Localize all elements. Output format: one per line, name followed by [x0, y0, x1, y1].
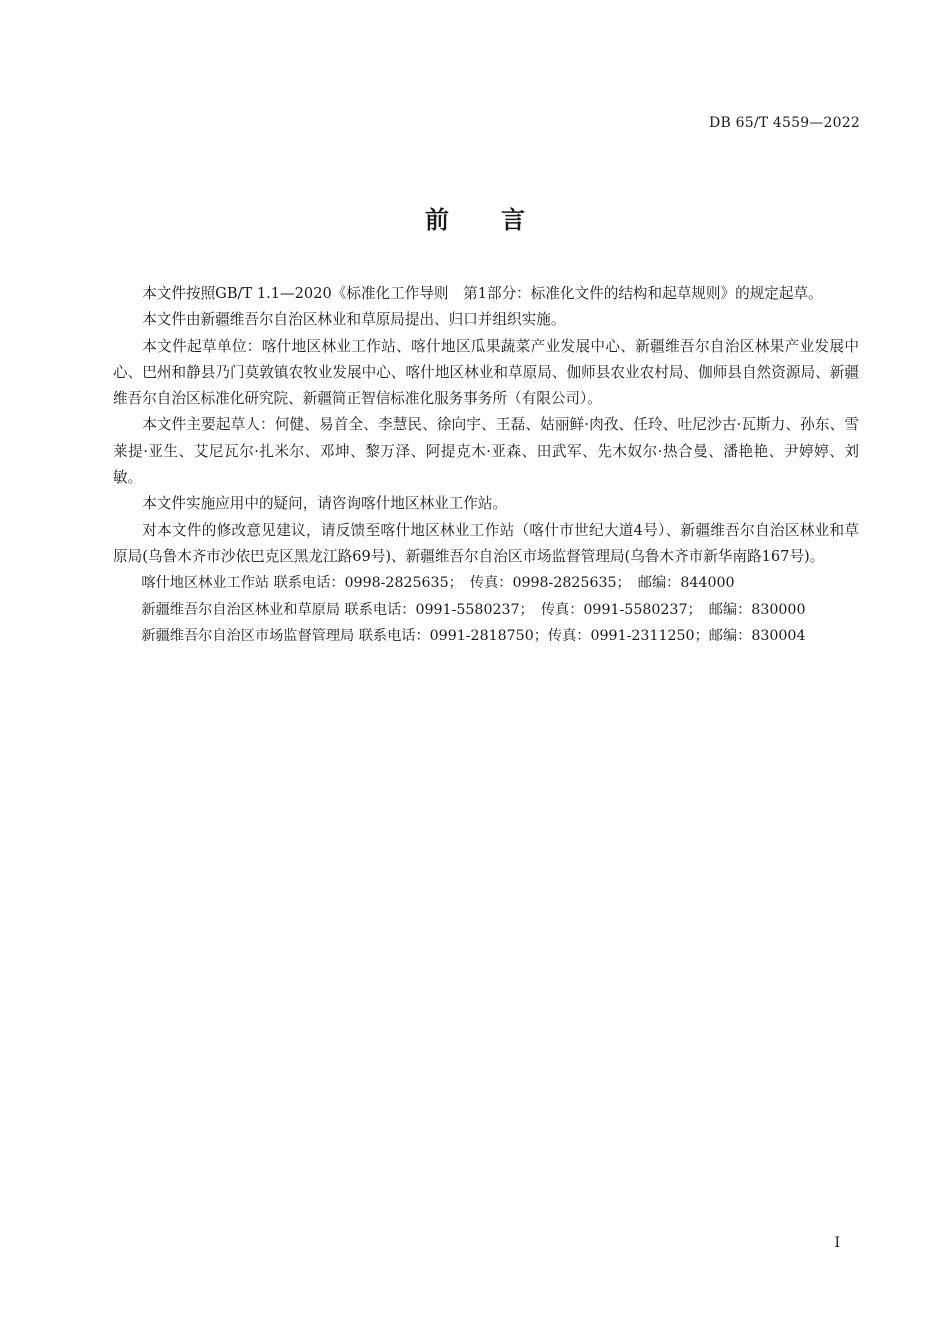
paragraph-drafters: 本文件主要起草人：何健、易首全、李慧民、徐向宇、王磊、姑丽鲜·肉孜、任玲、吐尼沙古·瓦斯力、孙东、雪莱提·亚生、艾尼瓦尔·扎米尔、邓坤、黎万泽、阿提克木·亚森、田武军、先木奴尔·热合曼、潘艳艳、尹婷婷、刘敏。: [113, 416, 859, 487]
document-code: DB 65/T 4559—2022: [709, 115, 860, 131]
paragraph-drafting-units: 本文件起草单位：喀什地区林业工作站、喀什地区瓜果蔬菜产业发展中心、新疆维吾尔自治区林果产业发展中心、巴州和静县乃门莫敦镇农牧业发展中心、喀什地区林业和草原局、伽师县农业农村局、伽师县自然资源局、新疆维吾尔自治区标准化研究院、新疆简正智信标准化服务事务所（有限公司）。: [113, 337, 859, 408]
paragraph-drafting-rules: 本文件按照GB/T 1.1—2020《标准化工作导则 第1部分：标准化文件的结构和起草规则》的规定起草。: [142, 285, 823, 302]
contact-line-market-supervision-bureau: 新疆维吾尔自治区市场监督管理局 联系电话：0991-2818750；传真：0991-2311250；邮编：830004: [141, 627, 806, 644]
paragraph-feedback: 对本文件的修改意见建议，请反馈至喀什地区林业工作站（喀什市世纪大道4号）、新疆维吾尔自治区林业和草原局(乌鲁木齐市沙依巴克区黑龙江路69号)、新疆维吾尔自治区市场监督管理局(乌鲁木齐市新华南路167号)。: [113, 521, 859, 565]
foreword-body: [113, 281, 859, 649]
paragraph-proposer: 本文件由新疆维吾尔自治区林业和草原局提出、归口并组织实施。: [142, 311, 566, 329]
contact-line-forestry-station: 喀什地区林业工作站 联系电话：0998-2825635； 传真：0998-2825635； 邮编：844000: [141, 575, 735, 592]
page-title: 前言: [425, 206, 577, 234]
paragraph-inquiry: 本文件实施应用中的疑问，请咨询喀什地区林业工作站。: [142, 495, 508, 513]
contact-line-forestry-grassland-bureau: 新疆维吾尔自治区林业和草原局 联系电话：0991-5580237； 传真：0991-5580237； 邮编：830000: [141, 601, 806, 618]
page-number: I: [834, 1235, 840, 1251]
